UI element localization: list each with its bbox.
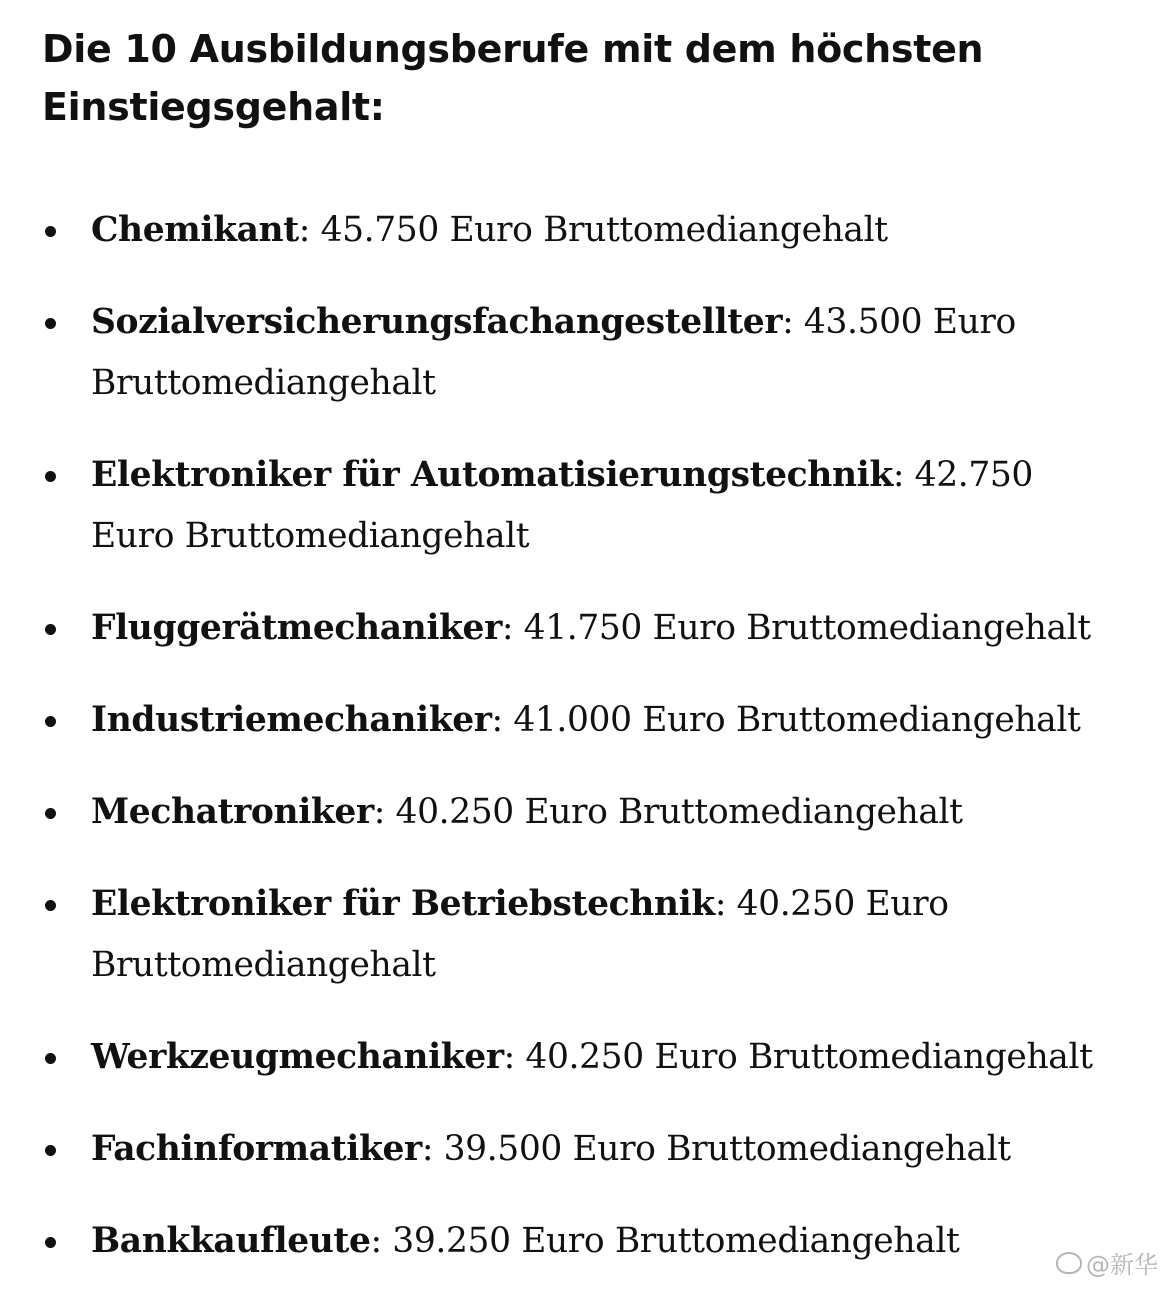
salary-text: : 40.250 Euro Bruttomediangehalt: [91, 884, 949, 985]
job-title: Werkzeugmechaniker: [91, 1037, 504, 1077]
salary-text: : 42.750 Euro Bruttomediangehalt: [91, 455, 1033, 556]
job-title: Industriemechaniker: [91, 700, 492, 740]
salary-text: : 39.500 Euro Bruttomediangehalt: [421, 1129, 1011, 1169]
watermark-text: @新华: [1086, 1251, 1158, 1279]
bullet-icon: [45, 808, 56, 819]
list-item: [0, 1211, 1164, 1272]
job-title: Bankkaufleute: [91, 1221, 371, 1261]
job-title: Mechatroniker: [91, 792, 374, 832]
list-item: [0, 1027, 1164, 1088]
bullet-icon: [45, 624, 56, 635]
bullet-icon: [45, 1237, 56, 1248]
list-item: [0, 690, 1164, 751]
list-item: [0, 292, 1164, 414]
salary-text: : 40.250 Euro Bruttomediangehalt: [373, 792, 963, 832]
job-title: Fluggerätmechaniker: [91, 608, 502, 648]
page-title: Die 10 Ausbildungsberufe mit dem höchsten Einstiegsgehalt:: [42, 27, 984, 129]
job-title: Elektroniker für Betriebstechnik: [91, 884, 715, 924]
bullet-icon: [45, 1145, 56, 1156]
bullet-icon: [45, 1053, 56, 1064]
list-item: [0, 598, 1164, 659]
list-item: [0, 200, 1164, 261]
salary-text: : 41.750 Euro Bruttomediangehalt: [501, 608, 1091, 648]
list-item: [0, 874, 1164, 996]
salary-list: [0, 200, 1164, 1303]
bullet-icon: [45, 716, 56, 727]
bullet-icon: [45, 471, 56, 482]
bullet-icon: [45, 226, 56, 237]
salary-text: : 45.750 Euro Bruttomediangehalt: [298, 210, 888, 250]
job-title: Sozialversicherungsfachangestellter: [91, 302, 783, 342]
weibo-icon: [1056, 1252, 1082, 1274]
salary-text: : 40.250 Euro Bruttomediangehalt: [503, 1037, 1093, 1077]
job-title: Fachinformatiker: [91, 1129, 422, 1169]
salary-text: : 43.500 Euro Bruttomediangehalt: [91, 302, 1016, 403]
salary-text: : 41.000 Euro Bruttomediangehalt: [491, 700, 1081, 740]
bullet-icon: [45, 900, 56, 911]
watermark: [1056, 1245, 1158, 1280]
bullet-icon: [45, 318, 56, 329]
salary-text: : 39.250 Euro Bruttomediangehalt: [370, 1221, 960, 1261]
job-title: Chemikant: [91, 210, 299, 250]
list-item: [0, 445, 1164, 567]
list-item: [0, 782, 1164, 843]
list-item: [0, 1119, 1164, 1180]
job-title: Elektroniker für Automatisierungstechnik: [91, 455, 893, 495]
